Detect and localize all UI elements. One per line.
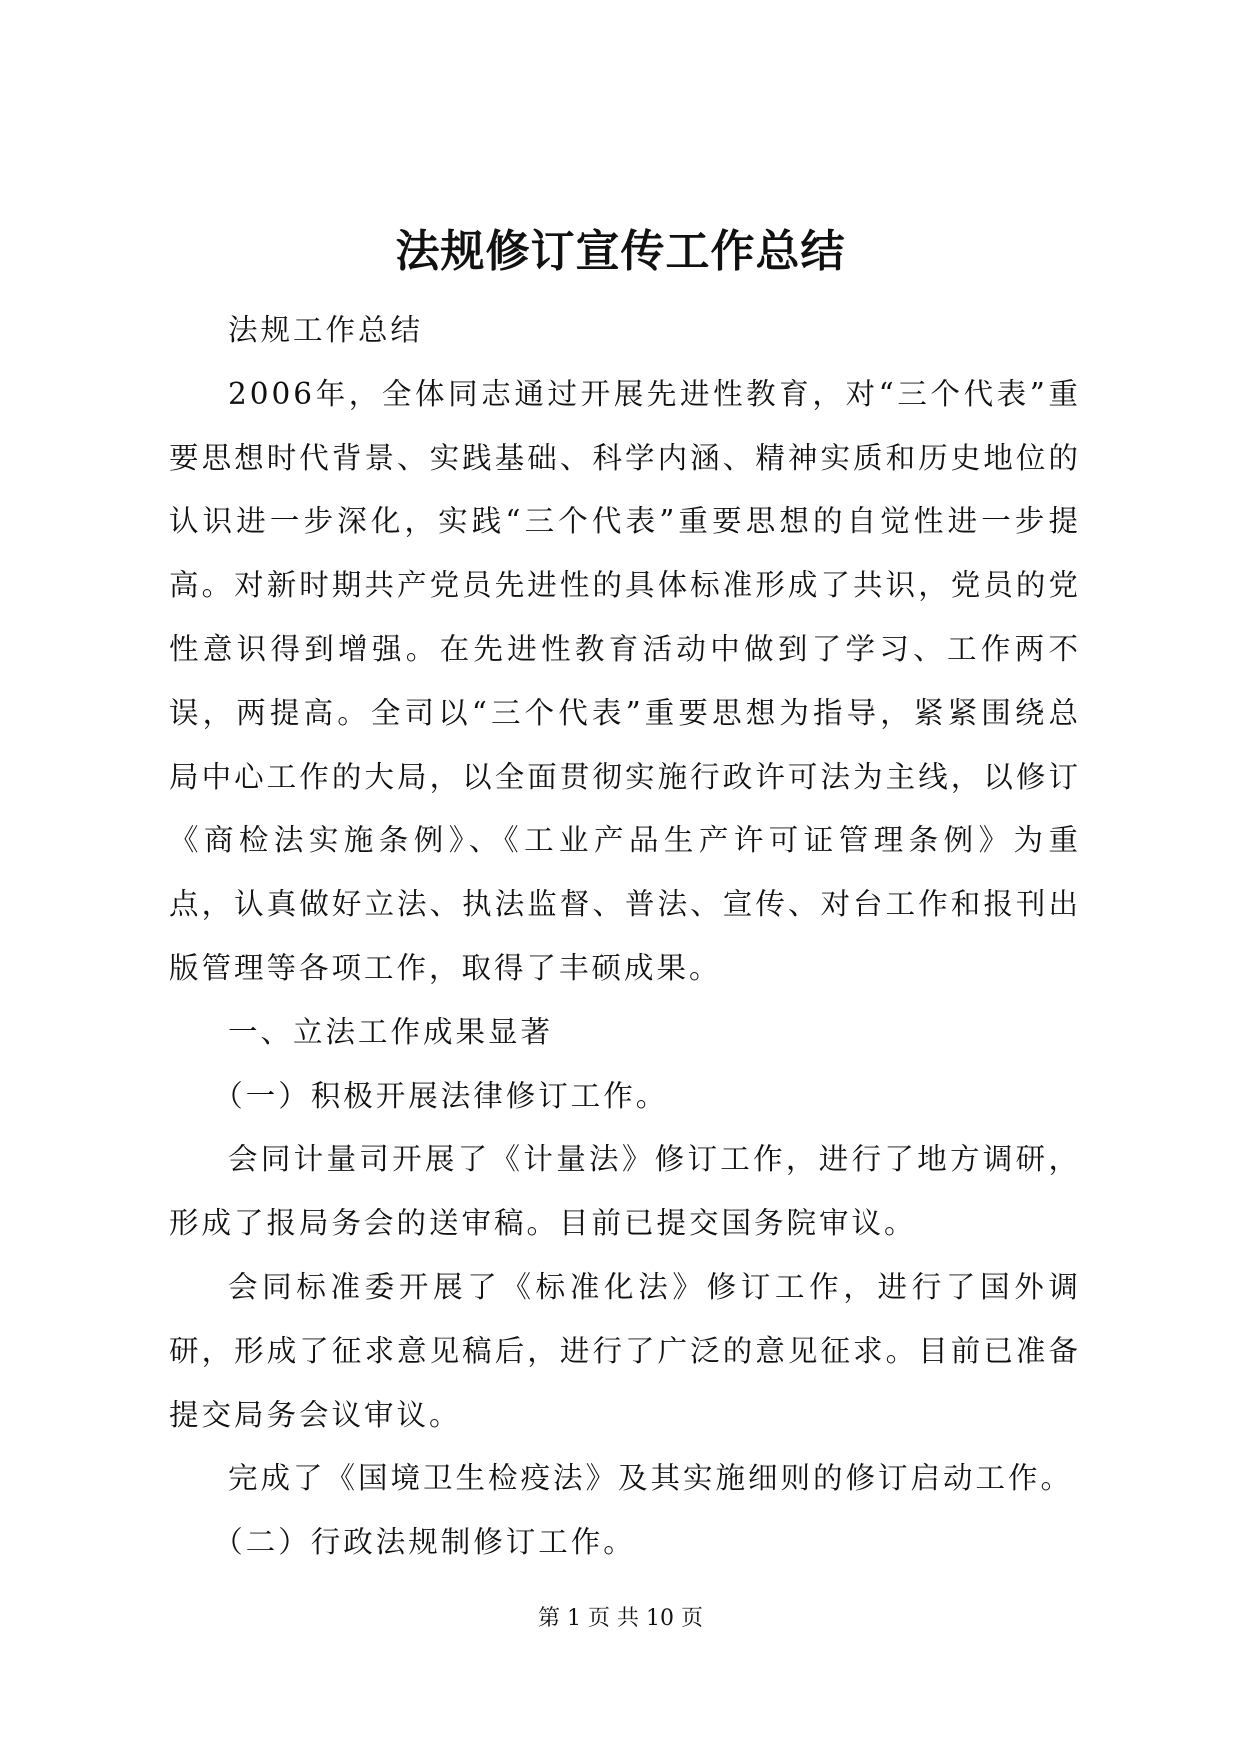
paragraph-intro: 2006年，全体同志通过开展先进性教育，对“三个代表”重要思想时代背景、实践基础、科学内涵、精神实质和历史地位的认识进一步深化，实践“三个代表”重要思想的自觉性进一步提高。对新时期共产党员先进性的具体标准形成了共识，党员的党性意识得到增强。在先进性教育活动中做到了学习、工作两不误，两提高。全司以“三个代表”重要思想为指导，紧紧围绕总局中心工作的大局，以全面贯彻实施行政许可法为主线，以修订《商检法实施条例》、《工业产品生产许可证管理条例》为重点，认真做好立法、执法监督、普法、宣传、对台工作和报刊出版管理等各项工作，取得了丰硕成果。 — [169, 376, 1081, 985]
subsection-heading-regulations: （二）行政法规制修订工作。 — [213, 1525, 636, 1560]
subsection-heading-law-revision: （一）积极开展法律修订工作。 — [213, 1078, 669, 1113]
paragraph-subtitle: 法规工作总结 — [228, 313, 424, 347]
document-body — [169, 299, 1081, 1575]
paragraph-quarantine-law: 完成了《国境卫生检疫法》及其实施细则的修订启动工作。 — [228, 1461, 1074, 1496]
page-number-footer: 第 1 页 共 10 页 — [538, 1606, 703, 1631]
paragraph-metrology-law: 会同计量司开展了《计量法》修订工作，进行了地方调研，形成了报局务会的送审稿。目前已提交国务院审议。 — [169, 1142, 1081, 1241]
paragraph-standardization-law: 会同标准委开展了《标准化法》修订工作，进行了国外调研，形成了征求意见稿后，进行了广泛的意见征求。目前已准备提交局务会议审议。 — [169, 1269, 1081, 1432]
document-title: 法规修订宣传工作总结 — [395, 226, 846, 277]
section-heading-legislation: 一、立法工作成果显著 — [228, 1014, 554, 1049]
